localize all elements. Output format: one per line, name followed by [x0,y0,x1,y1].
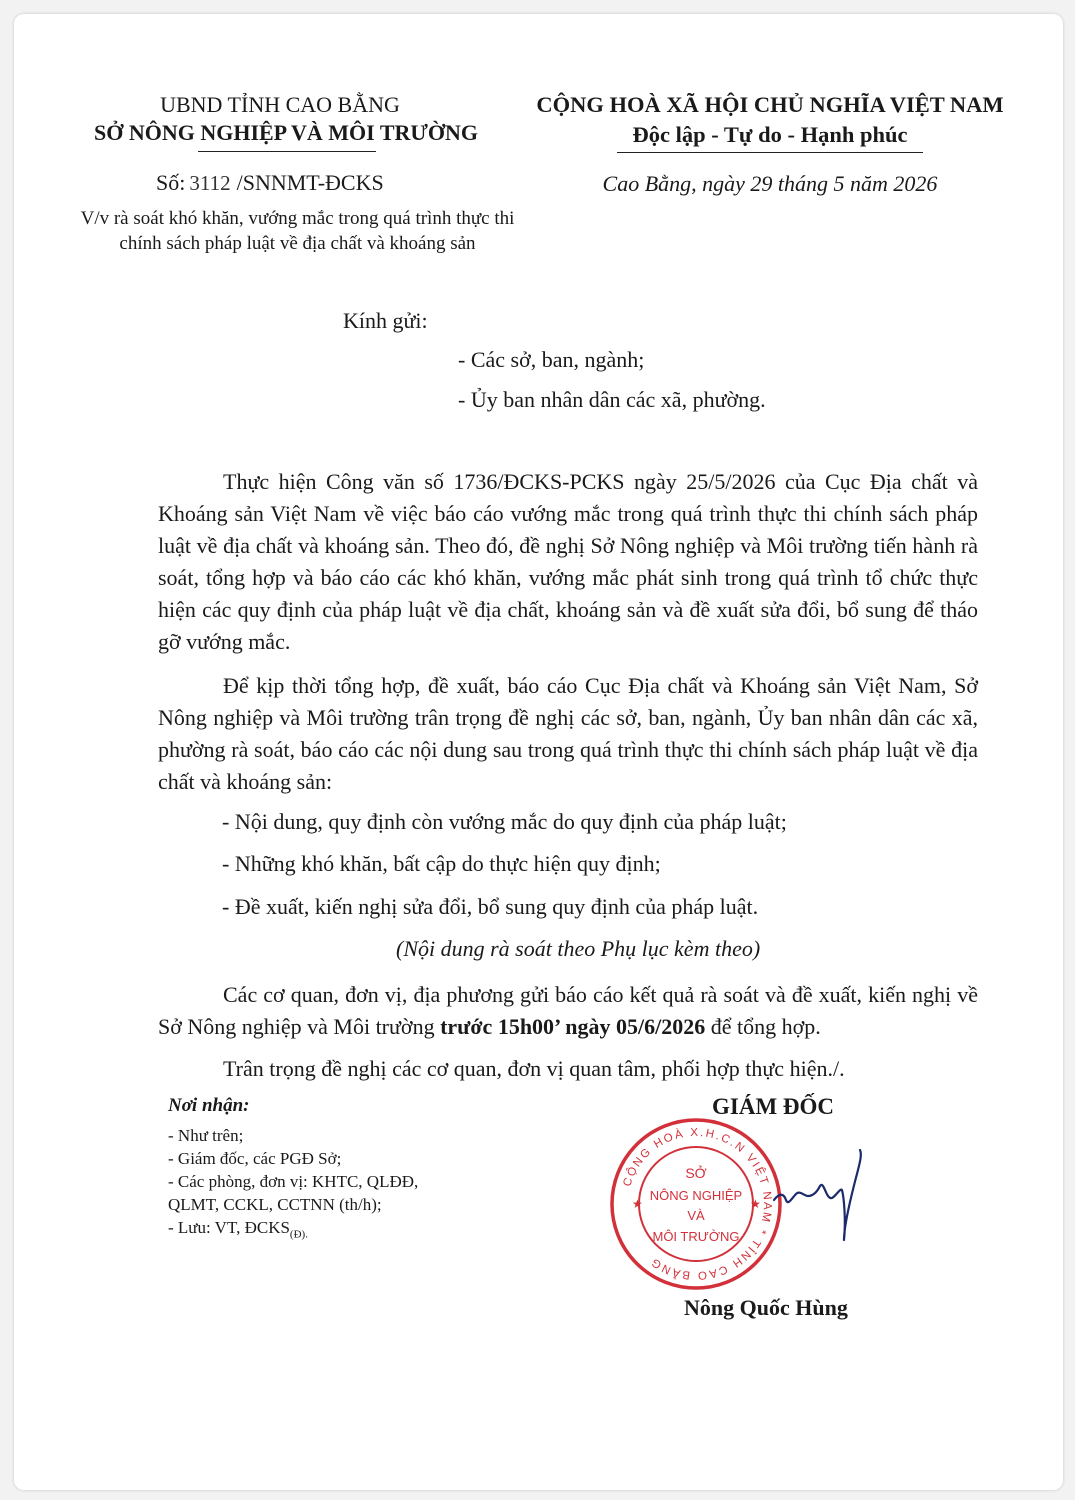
distribution-item: QLMT, CCKL, CCTNN (th/h); [168,1195,382,1214]
body-paragraph: Thực hiện Công văn số 1736/ĐCKS-PCKS ngày 25/5/2026 của Cục Địa chất và Khoáng sản Việt Nam về việc báo cáo vướng mắc trong quá trình thực thi chính sách pháp luật về địa chất và khoáng sản. Theo đó, đề nghị Sở Nông nghiệp và Môi trường tiến hành rà soát, tổng hợp và báo cáo các khó khăn, vướng mắc phát sinh trong quá trình tổ chức thực hiện các quy định của pháp luật về địa chất, khoáng sản và đề xuất sửa đổi, bổ sung để tháo gỡ vướng mắc. [158,469,978,654]
distribution-item: - Như trên; [168,1126,244,1145]
body-paragraph: Để kịp thời tổng hợp, đề xuất, báo cáo Cục Địa chất và Khoáng sản Việt Nam, Sở Nông nghiệp và Môi trường trân trọng đề nghị các sở, ban, ngành, Ủy ban nhân dân các xã, phường rà soát, báo cáo các nội dung sau trong quá trình thực thi chính sách pháp luật về địa chất và khoáng sản: [158,673,978,794]
seal-line-2: NÔNG NGHIỆP [649,1188,743,1203]
request-item: - Đề xuất, kiến nghị sửa đổi, bổ sung quy định của pháp luật. [222,894,759,919]
document-number [156,170,384,196]
seal-star-left-icon: ★ [632,1197,643,1211]
document-number-prefix: Số: [156,170,186,195]
deadline-highlight: trước 15h00’ ngày 05/6/2026 [440,1014,706,1039]
salutation-recipient: - Các sở, ban, ngành; [458,347,645,372]
signatory-name: Nông Quốc Hùng [684,1295,848,1320]
national-motto: Độc lập - Tự do - Hạnh phúc [632,122,908,147]
salutation-label: Kính gửi: [343,308,428,333]
seal-line-4: MÔI TRƯỜNG [652,1229,740,1244]
closing-paragraph: Trân trọng đề nghị các cơ quan, đơn vị quan tâm, phối hợp thực hiện./. [223,1056,845,1081]
distribution-title: Nơi nhận: [168,1095,250,1116]
seal-star-right-icon: ★ [750,1197,761,1211]
distribution-item: - Các phòng, đơn vị: KHTC, QLĐĐ, [168,1172,419,1191]
distribution-item-subscript: (Đ). [289,1228,308,1241]
seal-line-3: VÀ [687,1208,705,1223]
request-item: - Những khó khăn, bất cập do thực hiện quy định; [222,851,661,876]
seal-line-1: SỞ [685,1165,707,1181]
distribution-item: - Giám đốc, các PGĐ Sở; [168,1149,342,1168]
document-number-suffix: /SNNMT-ĐCKS [236,170,384,195]
distribution-item [168,1217,308,1245]
distribution-item-text: - Lưu: VT, ĐCKS [168,1218,290,1237]
issuing-authority: UBND TỈNH CAO BẰNG [160,92,400,117]
deadline-text-start: Các cơ quan, đơn vị, địa phương gửi báo cáo kết quả rà soát và đề xuất, kiến nghị về Sở Nông nghiệp và Môi trường [158,982,978,1039]
request-item: - Nội dung, quy định còn vướng mắc do quy định của pháp luật; [222,809,787,834]
official-seal [608,1116,784,1292]
handwritten-signature [770,1140,870,1250]
document-subject: V/v rà soát khó khăn, vướng mắc trong quá trình thực thi chính sách pháp luật về địa chất và khoáng sản [80,208,515,254]
appendix-note: (Nội dung rà soát theo Phụ lục kèm theo) [396,936,761,961]
document-number-value: 3112 [189,171,231,195]
deadline-text-end: để tổng hợp. [705,1014,821,1039]
national-title: CỘNG HOÀ XÃ HỘI CHỦ NGHĨA VIỆT NAM [536,92,1004,117]
document-date: Cao Bằng, ngày 29 tháng 5 năm 2026 [602,171,938,196]
department-underline [198,151,376,152]
seal-ring-text: CỘNG HOÀ X.H.C.N VIỆT NAM * TỈNH CAO BẰNG [621,1126,774,1282]
salutation-recipient: - Ủy ban nhân dân các xã, phường. [458,387,766,412]
motto-underline [617,152,923,153]
deadline-paragraph [158,979,978,1043]
signatory-title: GIÁM ĐỐC [712,1094,835,1119]
issuing-department: SỞ NÔNG NGHIỆP VÀ MÔI TRƯỜNG [93,120,479,145]
